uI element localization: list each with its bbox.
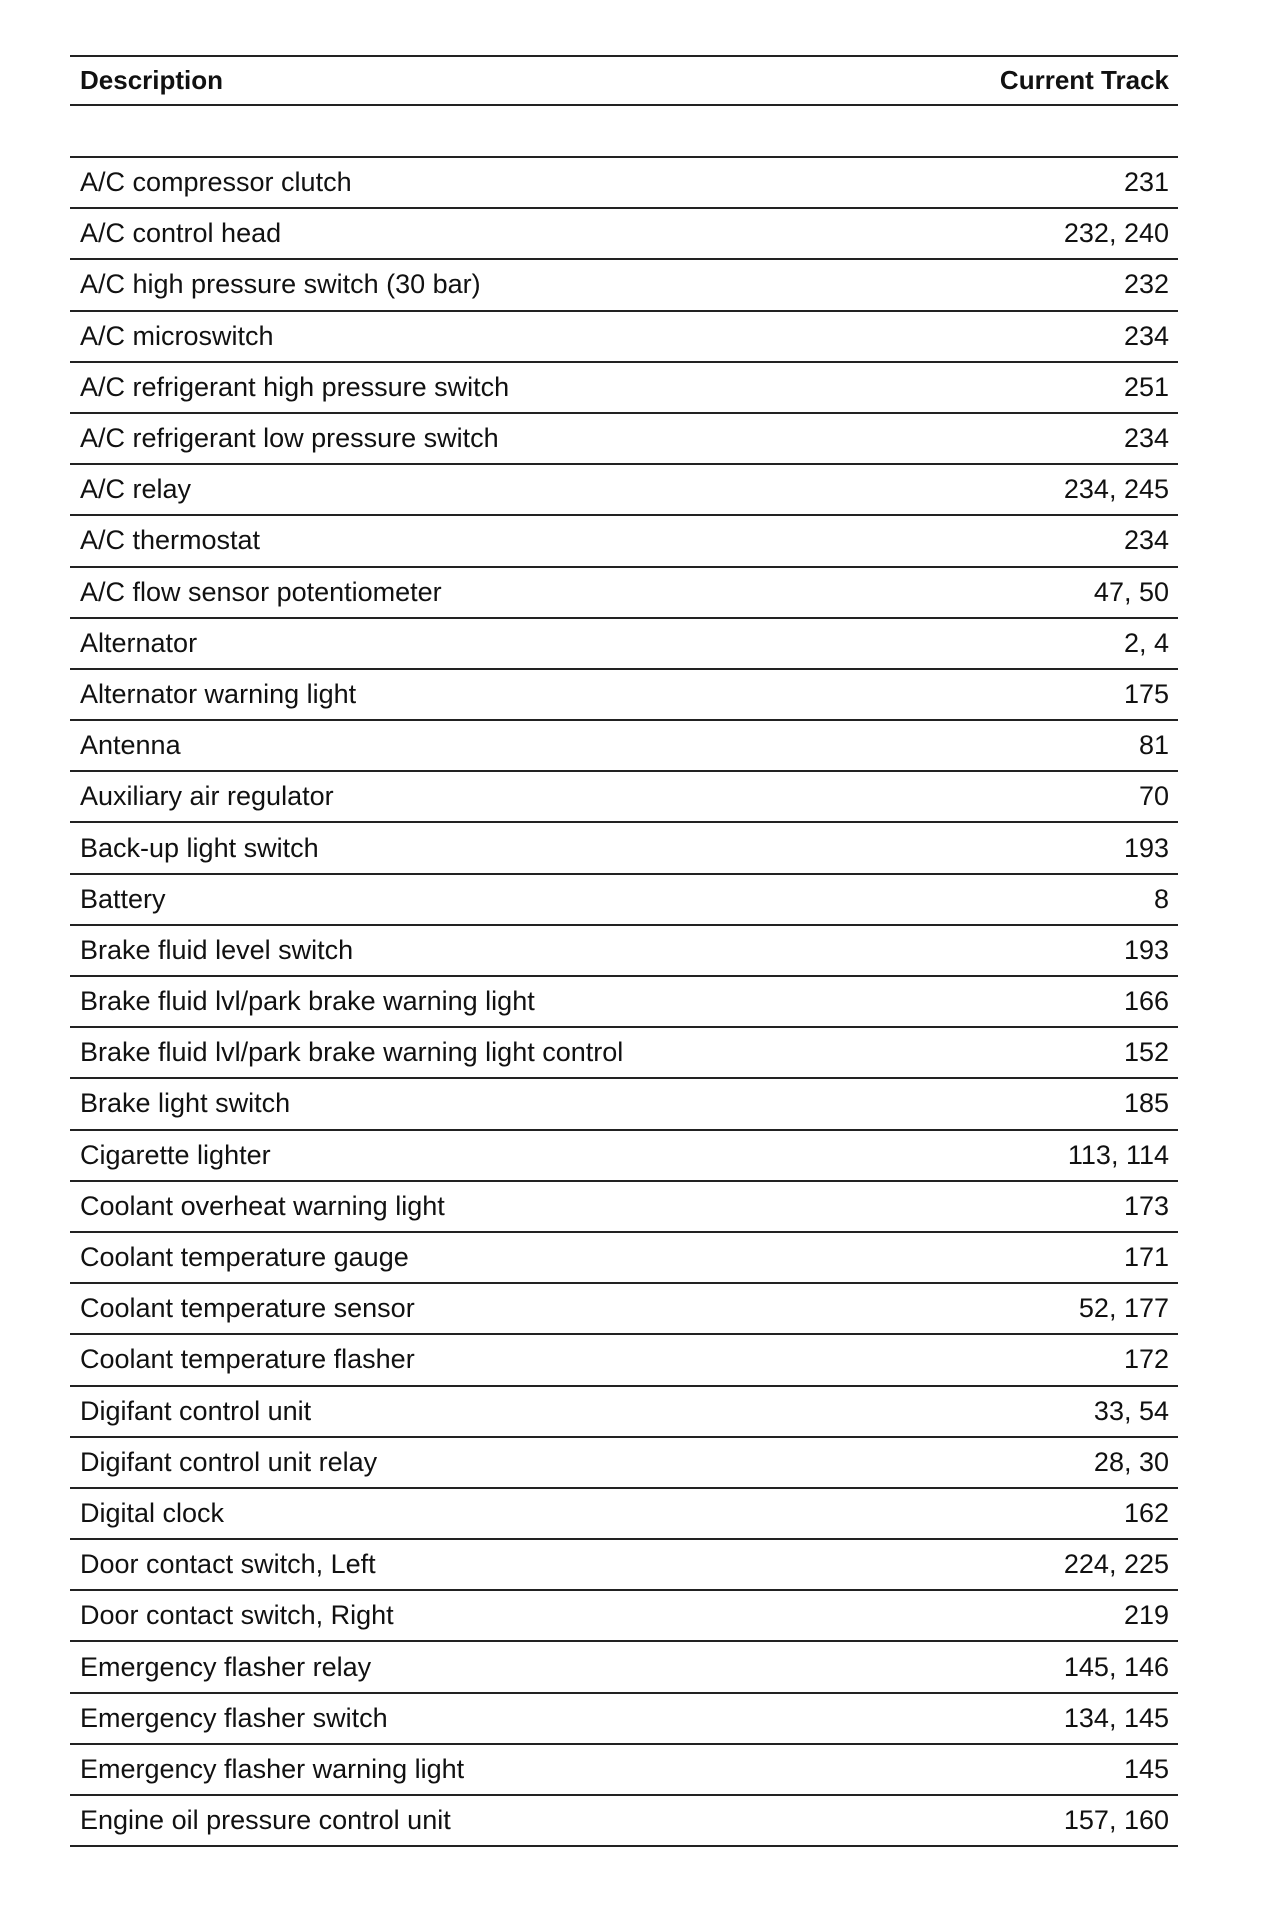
current-track-table xyxy=(70,55,1178,1847)
row-description: A/C compressor clutch xyxy=(80,167,352,198)
row-description: Antenna xyxy=(80,730,181,761)
table-row xyxy=(70,1438,1178,1489)
table-row xyxy=(70,670,1178,721)
row-current-track: 175 xyxy=(1123,678,1169,709)
row-description: A/C thermostat xyxy=(80,525,261,556)
table-row xyxy=(70,414,1178,465)
table-row xyxy=(70,721,1178,772)
table-row xyxy=(70,1796,1178,1847)
row-current-track: 52, 177 xyxy=(1078,1293,1169,1324)
table-row xyxy=(70,1745,1178,1796)
table-row xyxy=(70,772,1178,823)
table-row xyxy=(70,1335,1178,1386)
row-current-track: 234 xyxy=(1123,525,1169,556)
row-current-track: 2, 4 xyxy=(1123,627,1169,658)
row-current-track: 134, 145 xyxy=(1063,1702,1169,1733)
row-description: Emergency flasher warning light xyxy=(80,1753,465,1784)
row-current-track: 33, 54 xyxy=(1093,1395,1169,1426)
table-row xyxy=(70,1591,1178,1642)
row-description: Cigarette lighter xyxy=(80,1139,271,1170)
row-current-track: 193 xyxy=(1123,934,1169,965)
row-description: A/C high pressure switch (30 bar) xyxy=(80,269,481,300)
table-row xyxy=(70,1489,1178,1540)
row-current-track: 232 xyxy=(1123,269,1169,300)
row-description: Emergency flasher relay xyxy=(80,1651,372,1682)
table-row xyxy=(70,516,1178,567)
row-current-track: 145, 146 xyxy=(1063,1651,1169,1682)
row-current-track: 232, 240 xyxy=(1063,218,1169,249)
row-description: Emergency flasher switch xyxy=(80,1702,388,1733)
table-row xyxy=(70,1079,1178,1130)
row-current-track: 219 xyxy=(1123,1600,1169,1631)
row-description: Door contact switch, Left xyxy=(80,1549,376,1580)
table-row xyxy=(70,312,1178,363)
row-current-track: 152 xyxy=(1123,1037,1169,1068)
row-current-track: 166 xyxy=(1123,986,1169,1017)
row-current-track: 145 xyxy=(1123,1753,1169,1784)
table-row xyxy=(70,977,1178,1028)
table-row xyxy=(70,1387,1178,1438)
table-row xyxy=(70,209,1178,260)
row-current-track: 234, 245 xyxy=(1063,474,1169,505)
table-row xyxy=(70,363,1178,414)
row-description: A/C refrigerant high pressure switch xyxy=(80,371,510,402)
row-description: Brake light switch xyxy=(80,1088,291,1119)
row-description: Battery xyxy=(80,883,166,914)
row-description: A/C control head xyxy=(80,218,282,249)
row-current-track: 231 xyxy=(1123,167,1169,198)
table-row xyxy=(70,1233,1178,1284)
row-current-track: 173 xyxy=(1123,1190,1169,1221)
row-current-track: 157, 160 xyxy=(1063,1805,1169,1836)
table-row xyxy=(70,1642,1178,1693)
row-current-track: 162 xyxy=(1123,1497,1169,1528)
table-row xyxy=(70,158,1178,209)
row-description: Brake fluid level switch xyxy=(80,934,354,965)
table-row xyxy=(70,1028,1178,1079)
table-row xyxy=(70,1284,1178,1335)
row-description: Back-up light switch xyxy=(80,832,319,863)
row-current-track: 47, 50 xyxy=(1093,576,1169,607)
row-current-track: 81 xyxy=(1138,730,1169,761)
row-description: Engine oil pressure control unit xyxy=(80,1805,451,1836)
row-description: Brake fluid lvl/park brake warning light xyxy=(80,986,535,1017)
table-row xyxy=(70,1694,1178,1745)
table-row xyxy=(70,568,1178,619)
row-description: Coolant overheat warning light xyxy=(80,1190,445,1221)
row-current-track: 234 xyxy=(1123,320,1169,351)
row-description: Door contact switch, Right xyxy=(80,1600,394,1631)
row-current-track: 224, 225 xyxy=(1063,1549,1169,1580)
row-description: Digital clock xyxy=(80,1497,225,1528)
table-row xyxy=(70,926,1178,977)
table-header xyxy=(70,55,1178,106)
row-description: Auxiliary air regulator xyxy=(80,781,334,812)
row-description: Coolant temperature sensor xyxy=(80,1293,415,1324)
row-current-track: 8 xyxy=(1153,883,1169,914)
header-description: Description xyxy=(80,65,224,95)
table-row xyxy=(70,875,1178,926)
table-row xyxy=(70,1540,1178,1591)
row-current-track: 171 xyxy=(1123,1242,1169,1273)
table-row xyxy=(70,260,1178,311)
row-description: Digifant control unit relay xyxy=(80,1446,378,1477)
row-description: Alternator warning light xyxy=(80,678,357,709)
row-description: A/C microswitch xyxy=(80,320,274,351)
row-current-track: 193 xyxy=(1123,832,1169,863)
row-current-track: 172 xyxy=(1123,1344,1169,1375)
table-row xyxy=(70,1182,1178,1233)
row-description: Brake fluid lvl/park brake warning light control xyxy=(80,1037,624,1068)
table-row xyxy=(70,465,1178,516)
table-row xyxy=(70,823,1178,874)
row-current-track: 251 xyxy=(1123,371,1169,402)
table-row xyxy=(70,619,1178,670)
row-current-track: 234 xyxy=(1123,423,1169,454)
row-current-track: 185 xyxy=(1123,1088,1169,1119)
header-current-track: Current Track xyxy=(999,65,1169,95)
row-description: Coolant temperature flasher xyxy=(80,1344,415,1375)
row-current-track: 113, 114 xyxy=(1067,1139,1169,1170)
row-description: A/C relay xyxy=(80,474,192,505)
row-description: A/C refrigerant low pressure switch xyxy=(80,423,499,454)
row-description: Alternator xyxy=(80,627,198,658)
row-description: A/C flow sensor potentiometer xyxy=(80,576,442,607)
row-current-track: 70 xyxy=(1138,781,1169,812)
row-description: Coolant temperature gauge xyxy=(80,1242,409,1273)
row-description: Digifant control unit xyxy=(80,1395,312,1426)
header-spacer xyxy=(70,106,1178,156)
row-current-track: 28, 30 xyxy=(1093,1446,1169,1477)
table-body xyxy=(70,156,1178,1847)
table-row xyxy=(70,1131,1178,1182)
